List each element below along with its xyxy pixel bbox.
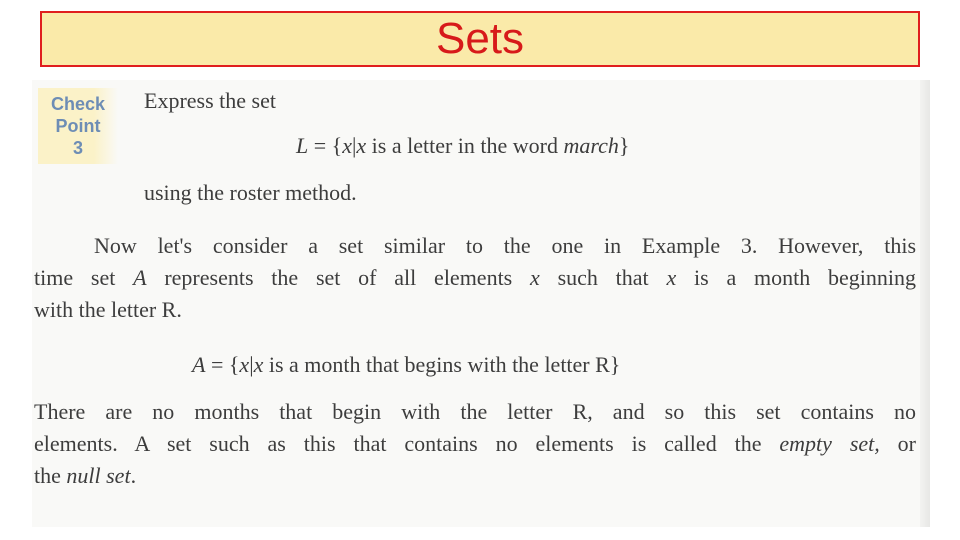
p1-l2-x1: x — [530, 265, 540, 290]
paragraph1-line2 — [34, 262, 916, 294]
set-L-bar: | — [351, 133, 357, 158]
set-L-x1: x — [342, 133, 352, 158]
title-banner — [40, 11, 920, 67]
express-line: Express the set — [144, 88, 276, 113]
set-A-text: is a month that begins with the letter R} — [263, 352, 621, 377]
p1-l2-b: represents the set of all elements — [146, 265, 531, 290]
set-L-text: is a letter in the word — [366, 133, 564, 158]
empty-set-term: empty set, — [779, 431, 880, 456]
page-edge — [920, 80, 930, 527]
set-L-definition — [296, 133, 629, 159]
p2-l3-b: . — [130, 463, 137, 488]
set-A-definition — [192, 352, 620, 378]
set-A-bar: | — [249, 352, 254, 377]
p1-l2-a: time set — [34, 265, 134, 290]
slide-title: Sets — [435, 14, 525, 63]
p1-l2-c: such that — [539, 265, 667, 290]
set-A-eq: = { — [210, 352, 240, 377]
p2-l3-a: the — [34, 463, 67, 488]
paragraph1-line1: Now let's consider a set similar to the one in Example 3. However, this — [94, 233, 916, 258]
set-A-x2: x — [253, 352, 264, 377]
paragraph2-line2 — [34, 428, 916, 460]
check-point-number: 3 — [72, 138, 83, 158]
set-L-word: march — [563, 133, 619, 158]
textbook-scan — [32, 80, 930, 527]
p1-l2-var: A — [133, 265, 147, 290]
p1-l2-x2: x — [666, 265, 677, 290]
set-L-var: L — [296, 133, 309, 158]
p1-l2-d: is a month beginning — [676, 265, 916, 290]
set-A-x1: x — [239, 352, 250, 377]
check-point-line2: Point — [55, 116, 101, 136]
p2-l2-b: or — [879, 431, 916, 456]
roster-line: using the roster method. — [144, 180, 357, 205]
set-A-var: A — [192, 352, 206, 377]
check-point-badge — [38, 88, 118, 164]
paragraph1-line3: with the letter R. — [34, 297, 182, 322]
p2-l2-a: elements. A set such as this that contains no elements is called the — [34, 431, 780, 456]
paragraph2-line1: There are no months that begin with the letter R, and so this set contains no — [34, 399, 916, 424]
null-set-term: null set — [66, 463, 131, 488]
paragraph-empty-set — [34, 396, 916, 492]
set-L-eq: = { — [313, 133, 343, 158]
set-L-x2: x — [356, 133, 367, 158]
paragraph-empty-intro — [34, 230, 916, 326]
paragraph2-line3 — [34, 460, 916, 492]
check-point-line1: Check — [50, 94, 106, 114]
set-L-close: } — [618, 133, 630, 158]
